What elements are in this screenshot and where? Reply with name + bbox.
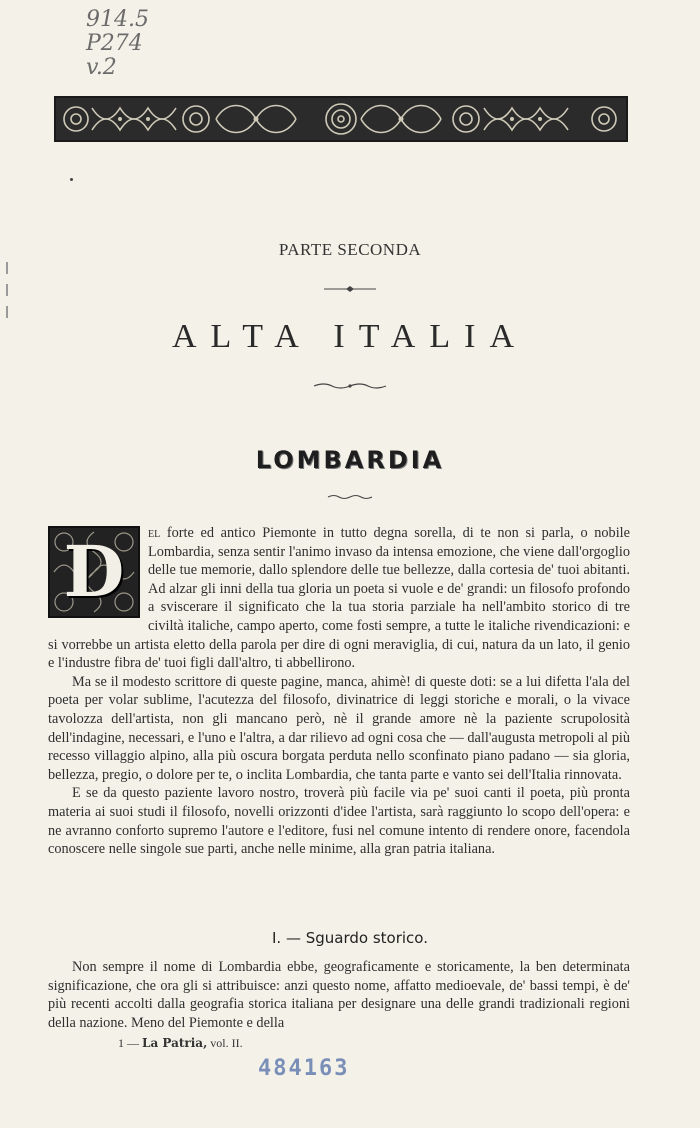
dropcap xyxy=(48,526,140,618)
main-title: ALTA ITALIA xyxy=(172,318,528,355)
call-number-handwritten xyxy=(86,8,149,80)
dropcap-letter: D xyxy=(63,530,125,613)
divider-ornament xyxy=(0,280,700,298)
ornamental-header-band xyxy=(54,96,628,142)
history-text xyxy=(48,958,630,1032)
footnote xyxy=(118,1036,243,1051)
first-word-rest: el xyxy=(148,525,161,541)
part-title: PARTE SECONDA xyxy=(278,240,422,259)
footnote-volume: vol. II. xyxy=(210,1036,243,1050)
intro-text xyxy=(48,524,630,859)
ornament-pattern xyxy=(56,98,626,140)
call-number-line: P274 xyxy=(86,31,143,56)
library-stamp-number: 484163 xyxy=(258,1056,350,1081)
call-number-line: v.2 xyxy=(86,55,117,80)
divider-ornament xyxy=(0,488,700,506)
section-title: LOMBARDIA xyxy=(255,446,445,474)
footnote-title: La Patria, xyxy=(142,1036,208,1050)
subheading: I. — Sguardo storico. xyxy=(272,929,428,947)
paragraph: Non sempre il nome di Lombardia ebbe, geograficamente e storicamente, la ben determinata significazione, che ora gli si attribuisce: anzi questo nome, affatto medioevale, de' bassi tempi, è de' più recenti accolti dalla geografia storica italiana per designare una delle grandi tradizionali regioni della nazione. Meno del Piemonte e della xyxy=(48,959,630,1031)
paragraph: E se da questo paziente lavoro nostro, troverà più facile via pe' suoi canti il poeta, più pronta materia ai suoi studi il filosofo, novelli orizzonti d'idee l'artista, sarà raggiunto lo scopo dell'opera: e ne avranno conforto supremo l'autore e l'editore, fusi nel comune intento di rendere onore, facendola conoscere nelle singole sue parti, anche nelle minime, alla gran patria italiana. xyxy=(48,785,630,858)
divider-ornament xyxy=(0,378,700,396)
footnote-prefix: 1 — xyxy=(118,1036,139,1050)
paragraph-text: forte ed antico Piemonte in tutto degna sorella, di te non si parla, o nobile Lombardia, senza sentir l'animo invaso da intensa emozione, che viene dall'orgoglio delle tue memorie, dallo splendore delle tue bellezze, dalla cortesia de' tuoi abitanti. Ad alzar gli inni della tua gloria un poeta si vuole e de' grandi: un filosofo profondo a sviscerare il significato che la tua storia parziale ha nell'ambito storico di tre civiltà italiche, campo aperto, come fosti sempre, a tutte le italiche rivendicazioni: e si vorrebbe un artista eletto della parola per dire di ogni meraviglia, di cui, natura da un lato, il genio e l'industre fibra de' tuoi figli dall'altro, ti abbellirono. xyxy=(48,525,630,672)
call-number-line: 914.5 xyxy=(86,7,149,32)
paragraph xyxy=(48,524,630,673)
speck xyxy=(70,178,73,181)
paragraph: Ma se il modesto scrittore di queste pagine, manca, ahimè! di queste doti: se a lui difetta l'ala del poeta per volar sublime, l'acutezza del filosofo, divinatrice di leggi storiche e morali, o la vivace tavolozza dell'artista, non gli mancano però, nè il grande amore nè la paziente scrupolosità dell'indagine, necessari, e l'uno e l'altra, a dar rilievo ad ogni cosa che — dall'augusta metropoli al più recesso villaggio alpino, alla più oscura borgata perduta nello sconfinato piano padano — sia gloria, bellezza, pregio, o dolore per te, o inclita Lombardia, che tanta parte e vanto sei dell'Italia rinnovata. xyxy=(48,673,630,783)
